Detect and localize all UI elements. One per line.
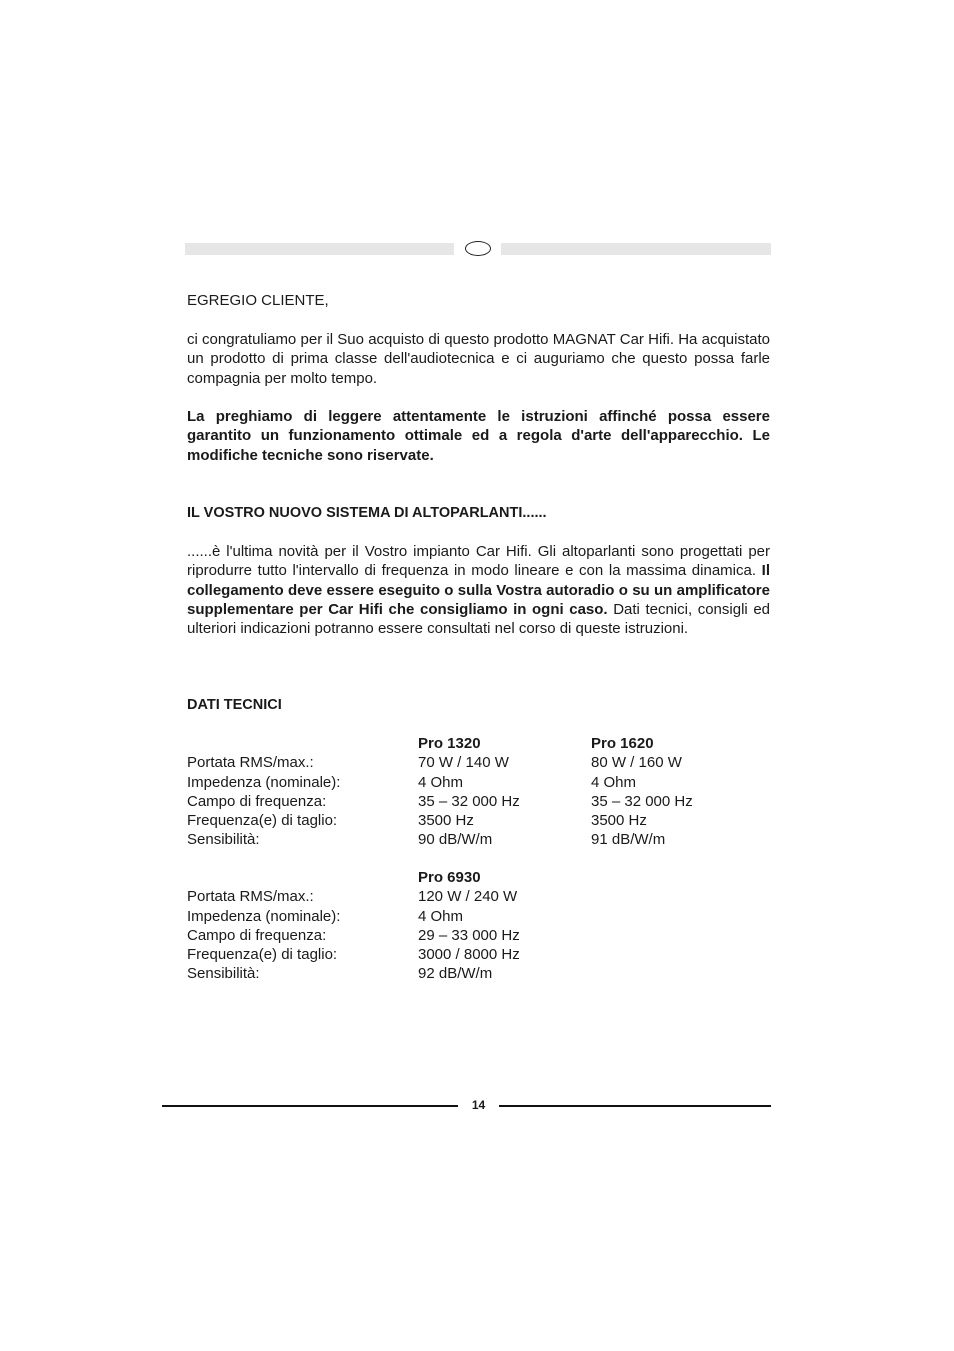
tech-heading: DATI TECNICI xyxy=(187,697,282,713)
spec-value: 3500 Hz xyxy=(418,812,474,830)
footer-rule-left xyxy=(162,1105,458,1107)
spec-label: Sensibilità: xyxy=(187,831,260,849)
spec-value: 70 W / 140 W xyxy=(418,754,509,772)
system-text-bold: Il collegamento deve essere eseguito o sulla Vostra autoradio o su un amplificatore supplementare per Car Hifi che consigliamo in ogni caso. xyxy=(187,562,770,618)
spec-value: 35 – 32 000 Hz xyxy=(418,792,520,810)
page-number: 14 xyxy=(471,1098,486,1112)
spec-label: Frequenza(e) di taglio: xyxy=(187,812,338,830)
spec-value: 3000 / 8000 Hz xyxy=(418,946,520,964)
spec-value: 91 dB/W/m xyxy=(591,831,666,849)
spec-label: Impedenza (nominale): xyxy=(187,907,341,925)
spec-label: Campo di frequenza: xyxy=(187,792,327,810)
spec-value: 35 – 32 000 Hz xyxy=(591,792,693,810)
salutation: EGREGIO CLIENTE, xyxy=(187,292,329,309)
spec-value: 4 Ohm xyxy=(418,907,464,925)
header-bar-right xyxy=(501,243,771,255)
spec-value: 80 W / 160 W xyxy=(591,754,682,772)
footer-rule-right xyxy=(499,1105,771,1107)
spec-value: 3500 Hz xyxy=(591,812,647,830)
spec-label: Impedenza (nominale): xyxy=(187,773,341,791)
model-name: Pro 6930 xyxy=(418,869,481,886)
notice-paragraph: La preghiamo di leggere attentamente le istruzioni affinché possa essere garantito un funzionamento ottimale ed a regola d'arte dell'apparecchio. Le modifiche tecniche sono riservate. xyxy=(187,408,770,464)
intro-paragraph: ci congratuliamo per il Suo acquisto di questo prodotto MAGNAT Car Hifi. Ha acquistato un prodotto di prima classe dell'audiotecnica e ci auguriamo che questo possa farle compagnia per molto tempo. xyxy=(187,331,770,387)
spec-value: 92 dB/W/m xyxy=(418,965,493,983)
system-text-3: Dati tecnici, consigli ed ulteriori indicazioni potranno essere consultati nel corso di queste istruzioni. xyxy=(187,600,771,638)
spec-value: 4 Ohm xyxy=(591,773,637,791)
language-oval-icon xyxy=(465,241,491,256)
model-name: Pro 1320 xyxy=(418,735,481,752)
spec-label: Frequenza(e) di taglio: xyxy=(187,946,338,964)
header-bar-left xyxy=(185,243,454,255)
spec-label: Campo di frequenza: xyxy=(187,926,327,944)
system-paragraph xyxy=(187,542,770,638)
model-name: Pro 1620 xyxy=(591,735,654,752)
system-heading: IL VOSTRO NUOVO SISTEMA DI ALTOPARLANTI...... xyxy=(187,505,547,521)
spec-label: Portata RMS/max.: xyxy=(187,888,314,906)
system-text-1: ......è l'ultima novità per il Vostro impianto Car Hifi. Gli altoparlanti sono progettati per riprodurre tutto l'intervallo di frequenza in modo lineare e con la massima dinamica. xyxy=(187,543,770,580)
spec-value: 4 Ohm xyxy=(418,773,464,791)
spec-value: 29 – 33 000 Hz xyxy=(418,926,520,944)
spec-label: Portata RMS/max.: xyxy=(187,754,314,772)
spec-label: Sensibilità: xyxy=(187,965,260,983)
spec-value: 120 W / 240 W xyxy=(418,888,518,906)
spec-value: 90 dB/W/m xyxy=(418,831,493,849)
